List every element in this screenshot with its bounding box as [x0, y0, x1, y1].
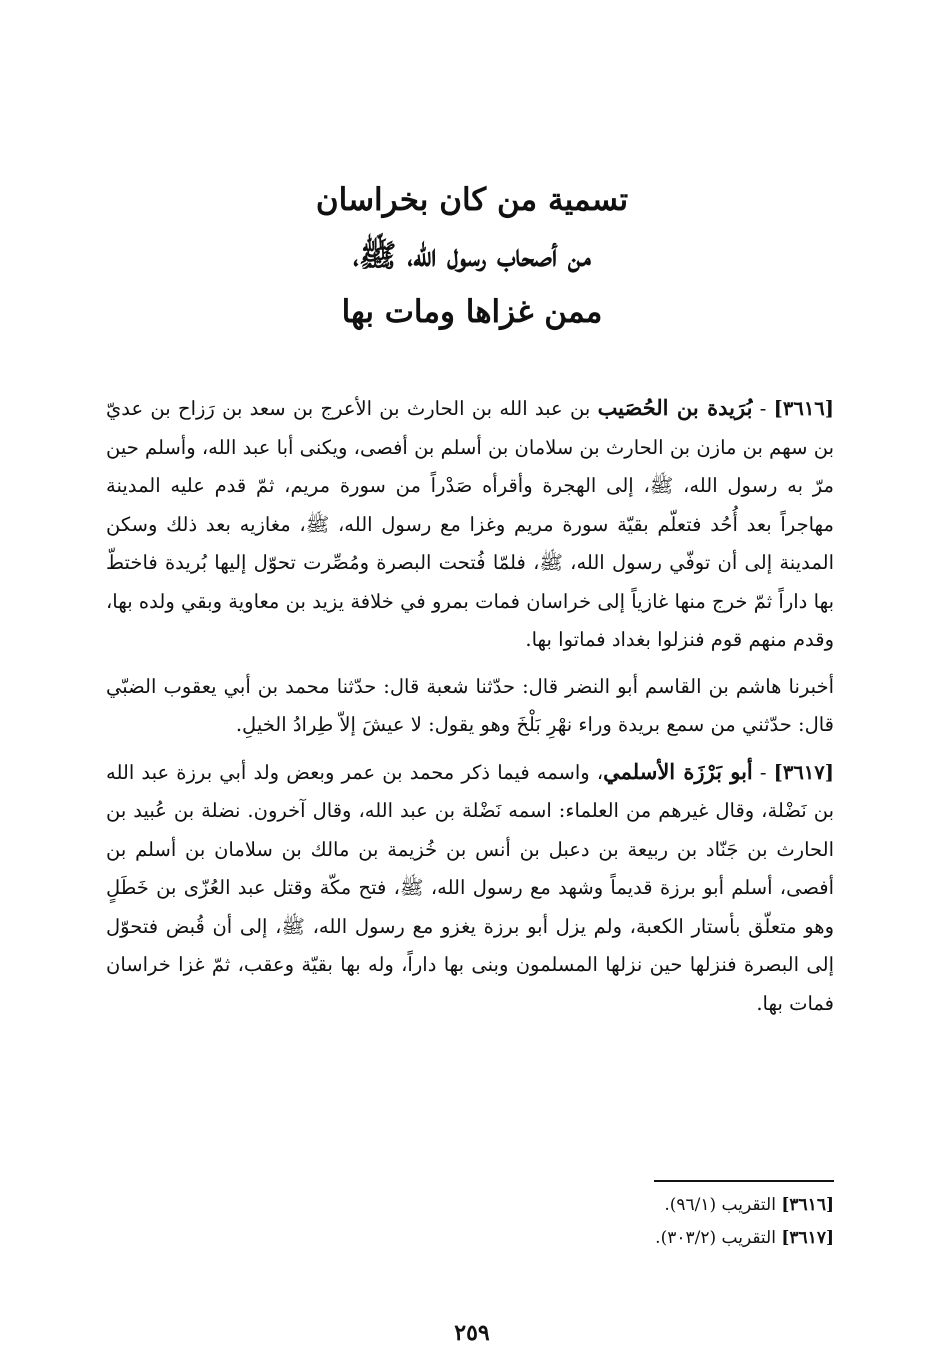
entry-3616: [٣٦١٦] - بُرَيدة بن الحُصَيب بن عبد الله بن الحارث بن الأعرج بن سعد بن رَزاح بن عديّ بن سهم بن مازن بن الحارث بن سلامان بن أسلم بن أفصى، ويكنى أبا عبد الله، وأسلم حين مرّ به رسول الله، ﷺ، إلى الهجرة وأقرأه صَدْراً من سورة مريم، ثمّ قدم عليه المدينة مهاجراً بعد أُحُد فتعلّم بقيّة سورة مريم وغزا مع رسول الله، ﷺ، مغازيه بعد ذلك وسكن المدينة إلى أن توفّي رسول الله، ﷺ، فلمّا فُتحت البصرة ومُصِّرت تحوّل إليها بُريدة فاختطّ بها داراً ثمّ خرج منها غازياً إلى خراسان فمات بمرو في خلافة يزيد بن معاوية وبقي ولده بها، وقدم منهم قوم فنزلوا بغداد فماتوا بها. [106, 395, 835, 651]
entry-text: ، واسمه فيما ذكر محمد بن عمر وبعض ولد أبي برزة عبد الله بن نَضْلة، وقال غيرهم من العلماء: اسمه نَضْلة بن عبد الله، وقال آخرون. نضلة بن عُبيد بن الحارث بن جَنّاد بن ربيعة بن دعبل بن أنس بن خُزيمة بن مالك بن سلامان بن أسلم بن أفصى، أسلم أبو برزة قديماً وشهد مع رسول الله، ﷺ، فتح مكّة وقتل عبد العُزّى بن خَطَلٍ وهو متعلّق بأستار الكعبة، ولم يزل أبو برزة يغزو مع رسول الله، ﷺ، إلى أن قُبض فتحوّل إلى البصرة فنزلها حين نزلها المسلمون وبنى بها داراً، وله بها بقيّة وعقب، ثمّ غزا خراسان فمات بها. [106, 760, 834, 1015]
chapter-title [200, 172, 744, 340]
footnote-text: التقريب (٣٠٣/٢). [655, 1228, 776, 1248]
chapter-title-line-1: تسمية من كان بخراسان [315, 182, 629, 218]
footnote-ref: [٣٦١٧] [781, 1228, 834, 1248]
entry-number: [٣٦١٧] [773, 760, 834, 784]
hadith-text: أخبرنا هاشم بن القاسم أبو النضر قال: حدّثنا شعبة قال: حدّثنا محمد بن أبي يعقوب الضبّي قال: حدّثني من سمع بريدة وراء نهْرِ بَلْخَ وهو يقول: لا عيشَ إلاّ طِرادُ الخيلِ. [106, 674, 834, 736]
entry-name: بُرَيدة بن الحُصَيب [597, 395, 753, 420]
entry-name: أبو بَرْزَة الأسلمي [603, 758, 753, 784]
main-text [106, 389, 834, 1023]
footnote-divider [654, 1180, 834, 1182]
entry-3617: [٣٦١٧] - أبو بَرْزَة الأسلمي، واسمه فيما ذكر محمد بن عمر وبعض ولد أبي برزة عبد الله بن نَضْلة، وقال غيرهم من العلماء: اسمه نَضْلة بن عبد الله، وقال آخرون. نضلة بن عُبيد بن الحارث بن جَنّاد بن ربيعة بن دعبل بن أنس بن خُزيمة بن مالك بن سلامان بن أسلم بن أفصى، أسلم أبو برزة قديماً وشهد مع رسول الله، ﷺ، فتح مكّة وقتل عبد العُزّى بن خَطَلٍ وهو متعلّق بأستار الكعبة، ولم يزل أبو برزة يغزو مع رسول الله، ﷺ، إلى أن قُبض فتحوّل إلى البصرة فنزلها حين نزلها المسلمون وبنى بها داراً، وله بها بقيّة وعقب، ثمّ غزا خراسان فمات بها. [106, 758, 834, 1015]
chapter-title-line-2: من أصحاب رسول الله، ﷺ، [353, 238, 591, 274]
footnotes [406, 1189, 834, 1255]
footnote-3617 [406, 1222, 834, 1255]
chapter-title-line-3: ممن غزاها ومات بها [341, 294, 603, 330]
page-number: ٢٥٩ [454, 1320, 490, 1346]
hadith-paragraph [106, 668, 834, 745]
entry-text: بن عبد الله بن الحارث بن الأعرج بن سعد بن رَزاح بن عديّ بن سهم بن مازن بن الحارث بن سلامان بن أسلم بن أفصى، ويكنى أبا عبد الله، وأسلم حين مرّ به رسول الله، ﷺ، إلى الهجرة وأقرأه صَدْراً من سورة مريم، ثمّ قدم عليه المدينة مهاجراً بعد أُحُد فتعلّم بقيّة سورة مريم وغزا مع رسول الله، ﷺ، مغازيه بعد ذلك وسكن المدينة إلى أن توفّي رسول الله، ﷺ، فلمّا فُتحت البصرة ومُصِّرت تحوّل إليها بُريدة فاختطّ بها داراً ثمّ خرج منها غازياً إلى خراسان فمات بمرو في خلافة يزيد بن معاوية وبقي ولده بها، وقدم منهم قوم فنزلوا بغداد فماتوا بها. [106, 397, 834, 651]
footnote-text: التقريب (٩٦/١). [664, 1195, 776, 1215]
entry-number: [٣٦١٦] [773, 397, 835, 420]
footnote-ref: [٣٦١٦] [781, 1195, 834, 1215]
footnote-3616 [406, 1189, 834, 1222]
